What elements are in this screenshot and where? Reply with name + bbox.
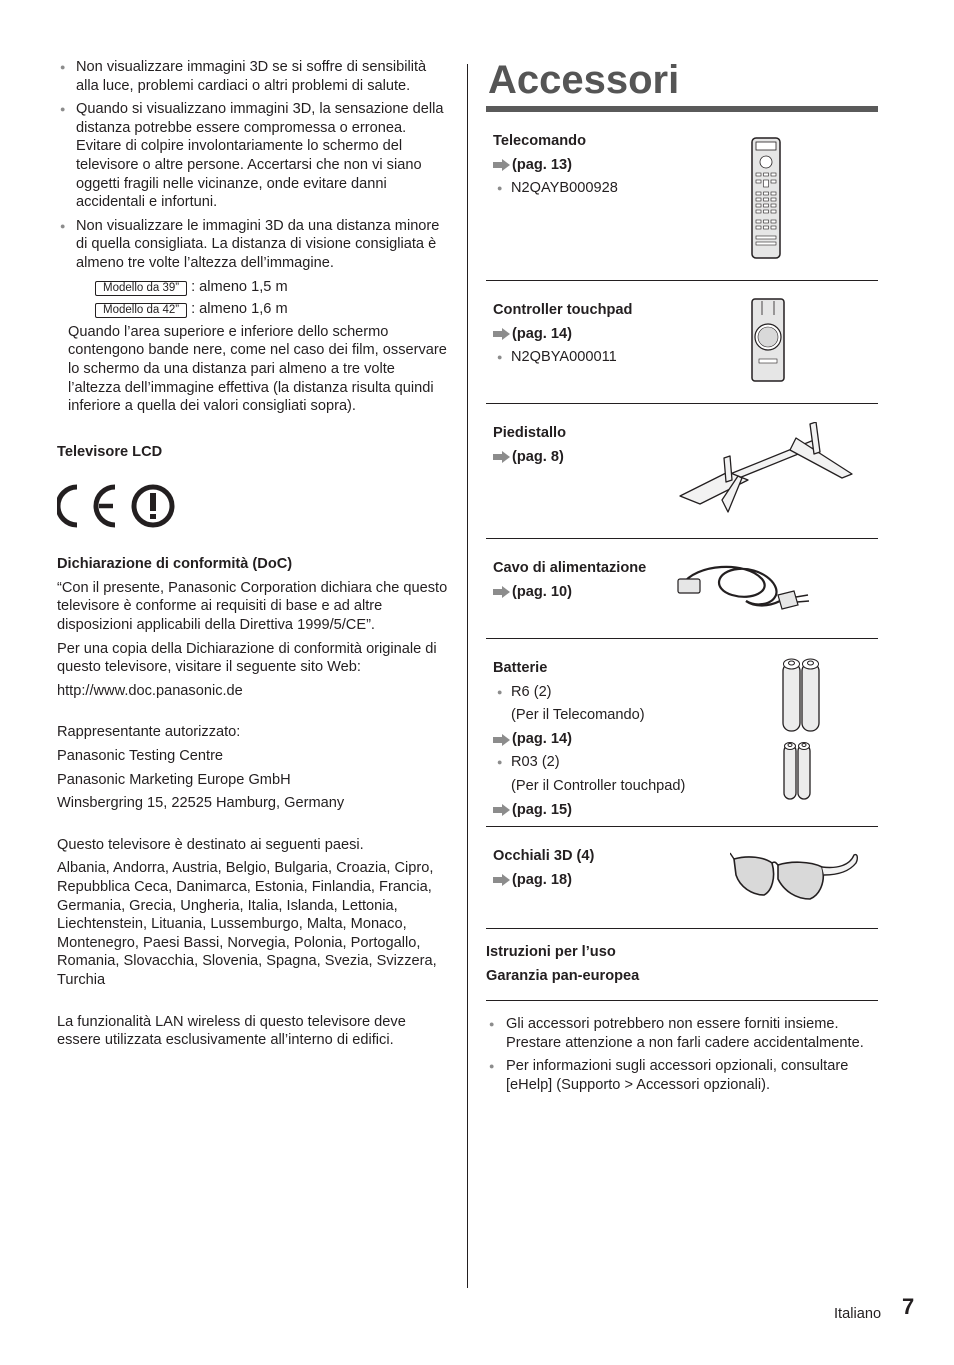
- doc-quote: “Con il presente, Panasonic Corporation dichiara che questo televisore è conforme ai requisiti di base e ad altre disposizioni applicabili della Direttiva 1999/5/CE”.: [57, 579, 448, 634]
- left-column: [57, 58, 450, 1055]
- note-bullet: ● Per informazioni sugli accessori opzionali, consultare [eHelp] (Supporto > Accessori opzionali).: [486, 1057, 878, 1094]
- model-distance: : almeno 1,5 m: [191, 278, 288, 295]
- doc-item: Garanzia pan-europea: [486, 968, 640, 984]
- arrow-icon: [493, 734, 510, 746]
- model-label: Modello da 42”: [95, 303, 187, 318]
- arrow-icon: [493, 159, 510, 171]
- accessory-name: Controller touchpad: [493, 302, 633, 318]
- accessory-batteries: [486, 639, 878, 827]
- accessory-name: Batterie: [493, 660, 548, 676]
- lan-note: La funzionalità LAN wireless di questo televisore deve essere utilizzata esclusivamente all’interno di edifici.: [57, 1013, 406, 1049]
- arrow-icon: [493, 874, 510, 886]
- warning-bullet: ● Quando si visualizzano immagini 3D, la sensazione della distanza potrebbe essere compromessa o erronea. Evitare di colpire involontariamente lo schermo del televisore o altre persone. Accertarsi che non vi siano oggetti fragili nelle vicinanze, onde evitare danni accidentali e infortuni.: [57, 100, 450, 212]
- doc-heading: Dichiarazione di conformità (DoC): [57, 556, 293, 573]
- accessory-name: Piedistallo: [493, 425, 566, 441]
- page-ref: [493, 799, 878, 823]
- accessory-stand: [486, 404, 878, 539]
- model-distance-row: [95, 300, 450, 319]
- doc-copy-text: Per una copia della Dichiarazione di conformità originale di questo televisore, visitare il seguente sito Web:: [57, 640, 437, 676]
- accessory-documents: [486, 929, 878, 1001]
- accessory-name: Cavo di alimentazione: [493, 560, 647, 576]
- battery-note: (Per il Controller touchpad): [511, 777, 686, 794]
- rep-label: Rappresentante autorizzato:: [57, 724, 241, 741]
- warning-bullet: ● Non visualizzare le immagini 3D da una distanza minore di quella consigliata. La distanza di visione consigliata è almeno tre volte l’altezza dell’immagine.: [57, 217, 450, 273]
- page-ref-text: (pag. 8): [512, 448, 564, 465]
- model-code: ● N2QBYA000011: [493, 346, 878, 370]
- power-cable-icon: [676, 555, 810, 617]
- aa-battery-icon: [780, 655, 824, 735]
- ce-mark-icon: [57, 483, 177, 529]
- page-ref-text: (pag. 18): [512, 871, 573, 888]
- page-ref-text: (pag. 14): [512, 730, 573, 747]
- aaa-battery-icon: [782, 739, 814, 801]
- black-bands-note: Quando l’area superiore e inferiore dello schermo contengono bande nere, come nel caso dei film, osservare lo schermo da una distanza pari almeno a tre volte l’altezza dell’immagine effettiva (la distanza risulta quindi inferiore a quella dei valori consigliati sopra).: [68, 323, 447, 415]
- touchpad-controller-icon: [750, 297, 786, 383]
- accessory-name: Telecomando: [493, 133, 586, 149]
- model-distance-row: [95, 278, 450, 297]
- arrow-icon: [493, 451, 510, 463]
- remote-control-icon: [750, 136, 782, 260]
- rep-line: Winsbergring 15, 22525 Hamburg, Germany: [57, 795, 345, 812]
- arrow-icon: [493, 586, 510, 598]
- rep-line: Panasonic Marketing Europe GmbH: [57, 771, 291, 788]
- rep-line: Panasonic Testing Centre: [57, 748, 224, 765]
- model-label: Modello da 39”: [95, 281, 187, 296]
- countries-intro: Questo televisore è destinato ai seguenti paesi.: [57, 836, 364, 853]
- page-ref-text: (pag. 10): [512, 583, 573, 600]
- page-ref-text: (pag. 15): [512, 801, 573, 818]
- pedestal-stand-icon: [678, 422, 854, 516]
- page-ref-text: (pag. 14): [512, 325, 573, 342]
- note-bullet: ● Gli accessori potrebbero non essere forniti insieme. Prestare attenzione a non farli cadere accidentalmente.: [486, 1015, 878, 1052]
- column-divider: [467, 64, 468, 1288]
- battery-type: ● R6 (2): [493, 681, 878, 705]
- right-column: [486, 58, 878, 1099]
- page-ref-text: (pag. 13): [512, 156, 573, 173]
- warning-bullet: ● Non visualizzare immagini 3D se si soffre di sensibilità alla luce, problemi cardiaci o altri problemi di salute.: [57, 58, 450, 95]
- page-ref: [493, 323, 878, 347]
- arrow-icon: [493, 804, 510, 816]
- 3d-glasses-icon: [730, 849, 860, 905]
- arrow-icon: [493, 328, 510, 340]
- battery-type: ● R03 (2): [493, 751, 878, 775]
- doc-url: http://www.doc.panasonic.de: [57, 682, 243, 699]
- accessory-touchpad: [486, 281, 878, 404]
- battery-note: (Per il Telecomando): [511, 707, 645, 724]
- accessory-power-cable: [486, 539, 878, 639]
- footer-language: Italiano: [834, 1306, 882, 1322]
- model-code: ● N2QAYB000928: [493, 177, 878, 201]
- accessory-name: Occhiali 3D (4): [493, 848, 595, 864]
- accessory-remote: [486, 112, 878, 281]
- page-title: Accessori: [488, 58, 680, 102]
- ce-alert-mark: [57, 483, 450, 529]
- countries-list: Albania, Andorra, Austria, Belgio, Bulgaria, Croazia, Cipro, Repubblica Ceca, Danimarca, Estonia, Finlandia, Francia, Germania, Grecia, Ungheria, Italia, Islanda, Lettonia, Liechtenstein, Lituania, Lussemburgo, Malta, Monaco, Montenegro, Paesi Bassi, Norvegia, Polonia, Portogallo, Romania, Slovacchia, Slovenia, Spagna, Svezia, Svizzera, Turchia: [57, 860, 437, 988]
- model-distance: : almeno 1,6 m: [191, 301, 288, 318]
- page-number: 7: [902, 1294, 915, 1319]
- doc-item: Istruzioni per l’uso: [486, 944, 616, 960]
- accessory-3d-glasses: [486, 827, 878, 929]
- page-ref: [493, 154, 878, 178]
- tv-heading: Televisore LCD: [57, 443, 163, 460]
